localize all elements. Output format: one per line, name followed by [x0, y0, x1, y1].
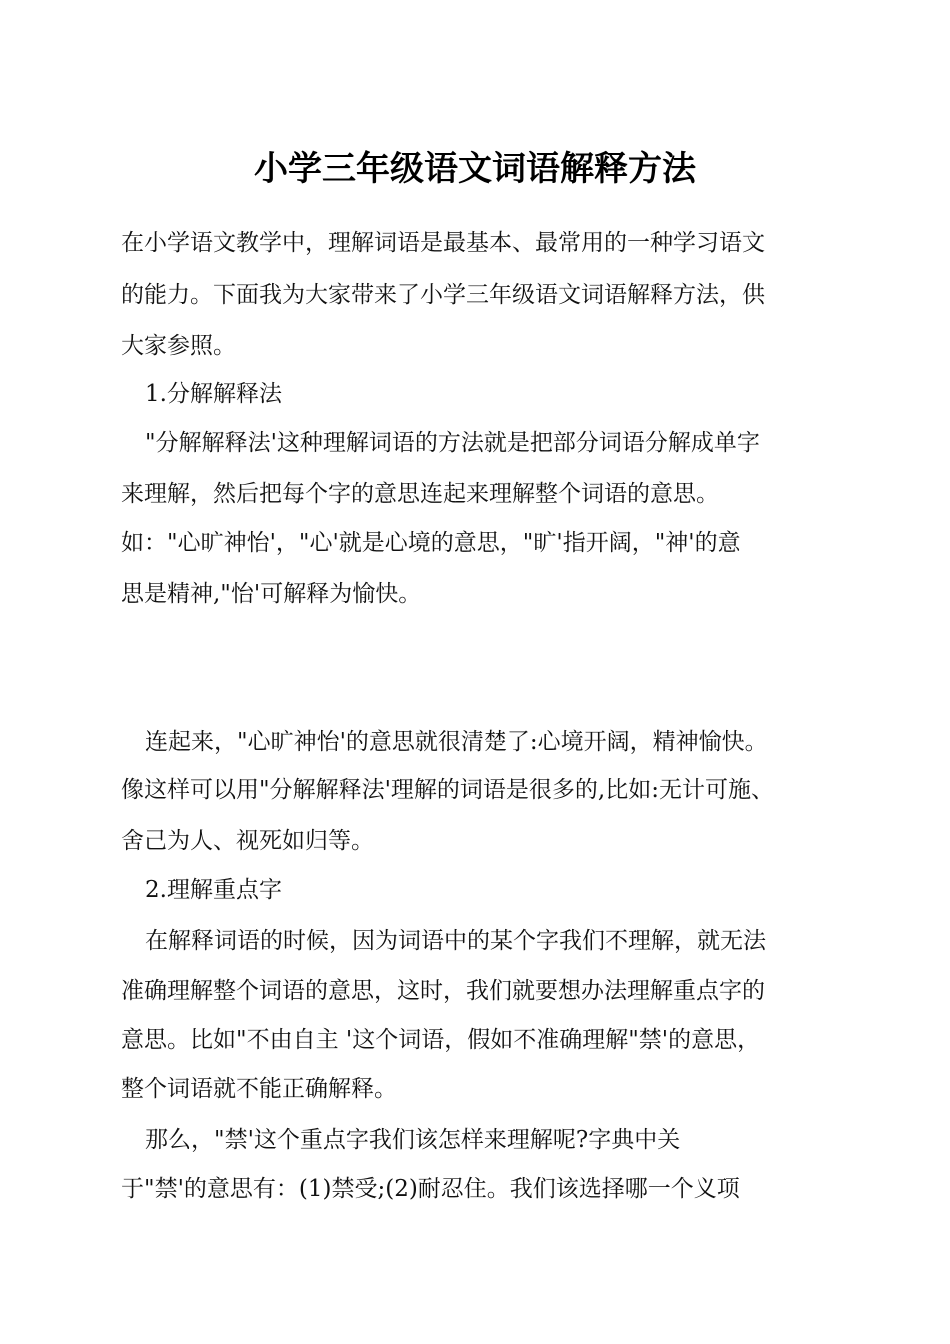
paragraph-line: 大家参照。 — [121, 333, 236, 359]
paragraph-line: 于"禁'的意思有：(1)禁受;(2)耐忍住。我们该选择哪一个义项 — [121, 1176, 740, 1202]
paragraph-line: 整个词语就不能正确解释。 — [121, 1076, 397, 1102]
paragraph-line: 来理解，然后把每个字的意思连起来理解整个词语的意思。 — [121, 481, 719, 507]
paragraph-line: 思是精神,"怡'可解释为愉快。 — [121, 581, 422, 607]
paragraph-line: 像这样可以用"分解解释法'理解的词语是很多的,比如:无计可施、 — [121, 777, 774, 803]
section-heading: 1.分解解释法 — [145, 381, 282, 407]
paragraph-line: 在小学语文教学中，理解词语是最基本、最常用的一种学习语文 — [121, 230, 765, 256]
paragraph-line: 准确理解整个词语的意思，这时，我们就要想办法理解重点字的 — [121, 978, 765, 1004]
paragraph-line: 连起来，"心旷神怡'的意思就很清楚了:心境开阔，精神愉快。 — [145, 729, 768, 755]
paragraph-line: 如："心旷神怡'，"心'就是心境的意思，"旷'指开阔，"神'的意 — [121, 530, 741, 556]
section-heading: 2.理解重点字 — [145, 877, 282, 903]
paragraph-line: 舍己为人、视死如归等。 — [121, 828, 374, 854]
paragraph-line: 在解释词语的时候，因为词语中的某个字我们不理解，就无法 — [145, 928, 766, 954]
paragraph-line: "分解解释法'这种理解词语的方法就是把部分词语分解成单字 — [145, 430, 760, 456]
paragraph-line: 那么，"禁'这个重点字我们该怎样来理解呢?字典中关 — [145, 1127, 681, 1153]
paragraph-line: 的能力。下面我为大家带来了小学三年级语文词语解释方法，供 — [121, 282, 765, 308]
document-title: 小学三年级语文词语解释方法 — [254, 149, 696, 189]
paragraph-line: 意思。比如"不由自主 '这个词语，假如不准确理解"禁'的意思， — [121, 1027, 761, 1053]
